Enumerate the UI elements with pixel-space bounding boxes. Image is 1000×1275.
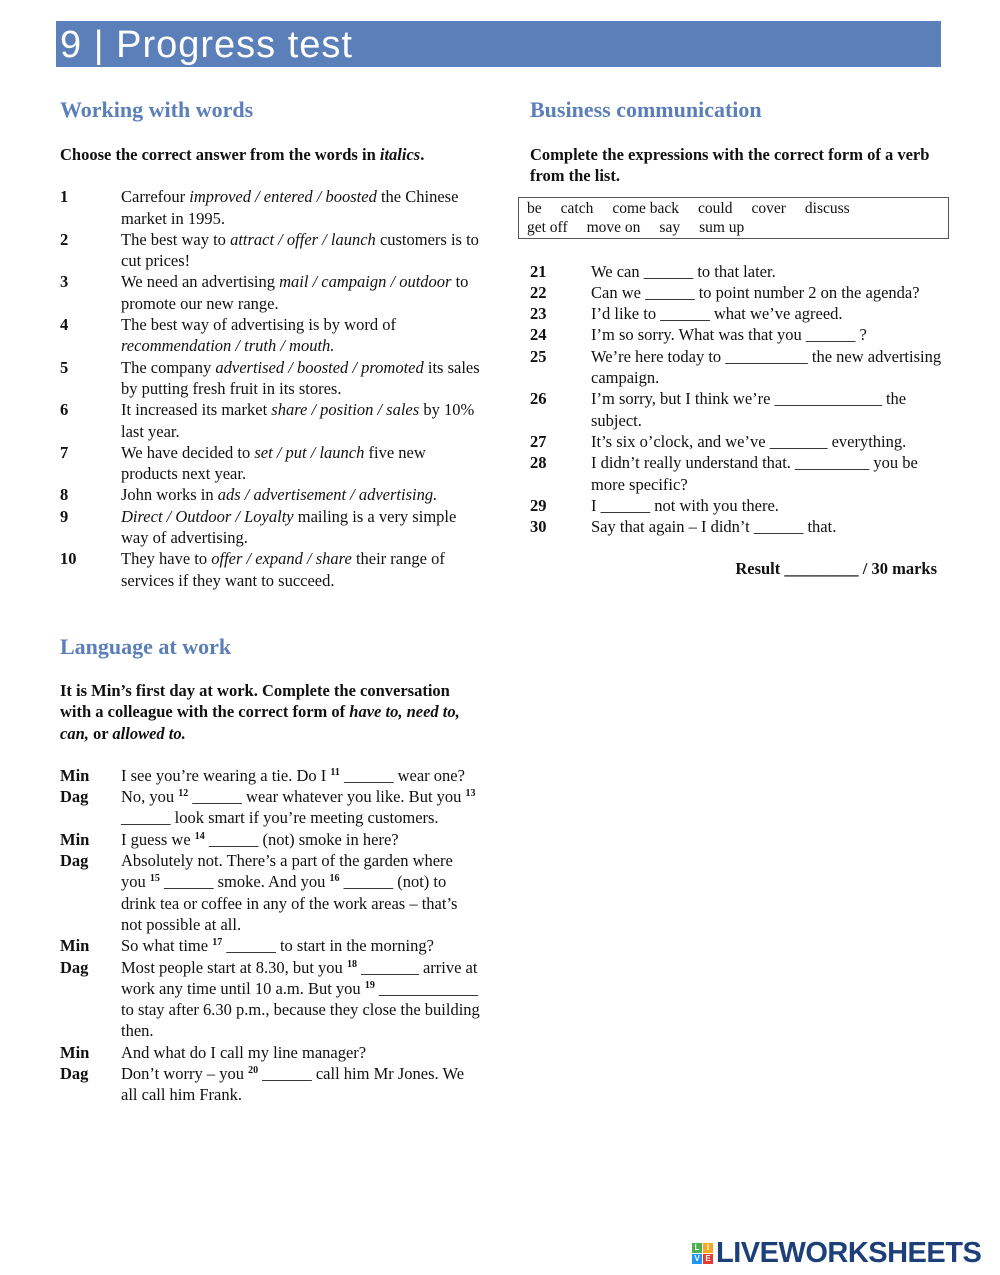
text-segment: Can we ______ to point number 2 on the agenda? bbox=[591, 282, 920, 302]
logo-tile: E bbox=[703, 1254, 713, 1264]
text-segment: have to, need to, can, bbox=[60, 702, 460, 743]
text-segment: ______ wear whatever you like. But you bbox=[188, 787, 466, 807]
item-number: 9 bbox=[60, 506, 69, 526]
text-segment: by 10% last year. bbox=[121, 400, 475, 441]
text-segment: John works in bbox=[121, 485, 218, 505]
section-heading: Language at work bbox=[60, 634, 232, 659]
word-option: catch bbox=[560, 199, 594, 217]
item-number: 8 bbox=[60, 485, 69, 505]
list-item bbox=[60, 506, 480, 549]
text-segment: . bbox=[420, 145, 425, 164]
item-text bbox=[121, 442, 480, 485]
gap-number: 19 bbox=[364, 979, 375, 991]
item-text bbox=[121, 1063, 480, 1106]
text-segment: customers is to cut prices! bbox=[121, 229, 479, 271]
list-item bbox=[530, 495, 950, 516]
list-item bbox=[60, 271, 480, 314]
word-option: move on bbox=[586, 218, 641, 236]
item-list bbox=[530, 261, 950, 538]
item-text bbox=[121, 399, 480, 442]
item-number: Min bbox=[60, 936, 90, 956]
word-option: say bbox=[659, 218, 681, 236]
list-item bbox=[530, 282, 950, 303]
list-item bbox=[530, 388, 950, 431]
item-text bbox=[591, 303, 950, 324]
text-segment: _______ arrive at work any time until 10 a.m. But you bbox=[121, 957, 478, 998]
text-segment: Say that again – I didn’t ______ that. bbox=[591, 517, 837, 537]
item-number: Dag bbox=[60, 957, 89, 977]
list-item bbox=[60, 314, 480, 357]
text-segment: I guess we bbox=[121, 829, 195, 849]
text-segment: ______ smoke. And you bbox=[159, 872, 330, 892]
word-list-box bbox=[518, 197, 949, 239]
list-item bbox=[530, 261, 950, 282]
page-title: 9 | Progress test bbox=[56, 21, 941, 67]
logo-tile: L bbox=[692, 1243, 702, 1253]
item-number: 7 bbox=[60, 442, 69, 462]
item-text bbox=[121, 357, 480, 400]
item-number: 21 bbox=[530, 261, 547, 281]
list-item bbox=[60, 229, 480, 272]
text-segment: ____________ to stay after 6.30 p.m., because they close the building then. bbox=[121, 978, 480, 1041]
item-text bbox=[121, 186, 480, 229]
item-number: Dag bbox=[60, 851, 89, 871]
result-line: Result _________ / 30 marks bbox=[735, 559, 937, 579]
text-segment: We need an advertising bbox=[121, 272, 280, 292]
instruction bbox=[530, 144, 950, 187]
list-item bbox=[60, 186, 480, 229]
item-number: Dag bbox=[60, 787, 89, 807]
gap-number: 18 bbox=[346, 958, 357, 970]
item-number: 28 bbox=[530, 453, 547, 473]
item-number: 26 bbox=[530, 389, 547, 409]
item-number: 2 bbox=[60, 229, 69, 249]
text-segment: ______ look smart if you’re meeting customers. bbox=[121, 808, 439, 828]
liveworksheets-logo bbox=[692, 1237, 981, 1270]
item-text bbox=[591, 261, 950, 282]
text-segment: improved / entered / boosted bbox=[189, 187, 377, 207]
item-text bbox=[591, 431, 950, 452]
text-segment: share / position / sales bbox=[271, 400, 420, 420]
text-segment: italics bbox=[379, 145, 421, 164]
list-item bbox=[530, 516, 950, 537]
text-segment: its sales by putting fresh fruit in its stores. bbox=[121, 357, 480, 398]
logo-text: LIVEWORKSHEETS bbox=[716, 1237, 982, 1269]
item-number: Min bbox=[60, 1042, 90, 1062]
item-number: 29 bbox=[530, 495, 547, 515]
list-item bbox=[60, 786, 480, 829]
text-segment: attract / offer / launch bbox=[230, 229, 376, 249]
text-segment: The best way to bbox=[121, 229, 231, 249]
item-number: 27 bbox=[530, 431, 547, 451]
text-segment: five new products next year. bbox=[121, 442, 426, 484]
text-segment: ______ wear one? bbox=[339, 765, 465, 785]
list-item bbox=[60, 829, 480, 850]
word-option: cover bbox=[751, 199, 786, 217]
item-number: 6 bbox=[60, 400, 69, 420]
item-text bbox=[121, 229, 480, 272]
text-segment: We’re here today to __________ the new advertising campaign. bbox=[591, 346, 942, 388]
item-number: 25 bbox=[530, 346, 547, 366]
text-segment: They have to bbox=[121, 549, 212, 569]
item-text bbox=[121, 829, 480, 850]
list-item bbox=[60, 399, 480, 442]
gap-number: 14 bbox=[194, 830, 205, 842]
list-item bbox=[530, 324, 950, 345]
text-segment: It increased its market bbox=[121, 400, 272, 420]
gap-number: 16 bbox=[329, 873, 340, 885]
text-segment: Absolutely not. There’s a part of the garden where you bbox=[121, 851, 453, 892]
text-segment: I’m so sorry. What was that you ______ ? bbox=[591, 325, 867, 345]
word-option: be bbox=[527, 199, 542, 217]
gap-number: 15 bbox=[149, 873, 160, 885]
item-number: 23 bbox=[530, 304, 547, 324]
text-segment: mail / campaign / outdoor bbox=[279, 272, 452, 292]
text-segment: I see you’re wearing a tie. Do I bbox=[121, 765, 331, 785]
item-number: 4 bbox=[60, 315, 69, 335]
gap-number: 17 bbox=[212, 937, 223, 949]
item-text bbox=[121, 786, 480, 829]
item-text bbox=[121, 484, 480, 505]
instruction bbox=[60, 144, 480, 165]
item-text bbox=[591, 388, 950, 431]
language-at-work-section bbox=[60, 634, 480, 1106]
gap-number: 11 bbox=[330, 766, 340, 778]
text-segment: the Chinese market in 1995. bbox=[121, 187, 459, 228]
item-text bbox=[121, 271, 480, 314]
text-segment: advertised / boosted / promoted bbox=[215, 357, 424, 377]
list-item bbox=[60, 957, 480, 1042]
item-text bbox=[121, 314, 480, 357]
item-number: 5 bbox=[60, 357, 69, 377]
text-segment: mailing is a very simple way of advertising. bbox=[121, 506, 457, 548]
list-item bbox=[530, 452, 950, 495]
word-list-line bbox=[527, 218, 940, 237]
text-segment: Most people start at 8.30, but you bbox=[121, 957, 347, 977]
word-option: could bbox=[698, 199, 733, 217]
text-segment: allowed to. bbox=[112, 723, 186, 743]
text-segment: I’d like to ______ what we’ve agreed. bbox=[591, 304, 843, 324]
text-segment: offer / expand / share bbox=[211, 549, 352, 569]
text-segment: I didn’t really understand that. _________ you be more specific? bbox=[591, 453, 918, 494]
item-number: Min bbox=[60, 765, 90, 785]
text-segment: It’s six o’clock, and we’ve _______ everything. bbox=[591, 431, 907, 451]
item-text bbox=[121, 506, 480, 549]
text-segment: ______ (not) to drink tea or coffee in any of the work areas – that’s not possible at all. bbox=[121, 872, 458, 934]
item-text bbox=[591, 282, 950, 303]
text-segment: We have decided to bbox=[121, 442, 255, 462]
item-text bbox=[591, 324, 950, 345]
dialogue-list bbox=[60, 765, 480, 1106]
item-number: 24 bbox=[530, 325, 547, 345]
item-text bbox=[591, 346, 950, 389]
list-item bbox=[530, 346, 950, 389]
list-item bbox=[60, 1042, 480, 1063]
section-heading: Business communication bbox=[530, 97, 762, 122]
text-segment: ______ (not) smoke in here? bbox=[204, 829, 399, 849]
gap-number: 13 bbox=[465, 788, 476, 800]
text-segment: Choose the correct answer from the words in bbox=[60, 145, 380, 164]
text-segment: ads / advertisement / advertising. bbox=[217, 485, 438, 505]
item-number: Dag bbox=[60, 1064, 89, 1084]
word-option: sum up bbox=[699, 218, 745, 236]
text-segment: Carrefour bbox=[121, 187, 190, 207]
item-number: 22 bbox=[530, 282, 547, 302]
list-item bbox=[60, 1063, 480, 1106]
gap-number: 12 bbox=[178, 788, 189, 800]
text-segment: The best way of advertising is by word of bbox=[121, 315, 396, 335]
working-with-words-section bbox=[60, 97, 480, 591]
text-segment: set / put / launch bbox=[254, 442, 365, 462]
word-option: get off bbox=[527, 218, 568, 236]
item-text bbox=[591, 516, 950, 537]
list-item bbox=[60, 765, 480, 786]
text-segment: We can ______ to that later. bbox=[591, 261, 776, 281]
item-number: 30 bbox=[530, 517, 547, 537]
list-item bbox=[60, 442, 480, 485]
list-item bbox=[60, 935, 480, 956]
text-segment: Direct / Outdoor / Loyalty bbox=[121, 506, 294, 526]
instruction bbox=[60, 680, 480, 744]
text-segment: I’m sorry, but I think we’re _____________ the subject. bbox=[591, 389, 907, 430]
item-text bbox=[121, 548, 480, 591]
item-number: Min bbox=[60, 829, 90, 849]
logo-tiles-icon bbox=[692, 1243, 713, 1264]
item-list bbox=[60, 186, 480, 591]
text-segment: or bbox=[88, 723, 113, 743]
text-segment: to promote our new range. bbox=[121, 272, 469, 313]
text-segment: It is Min’s first day at work. Complete the conversation with a colleague with the correct form of bbox=[60, 681, 450, 722]
word-option: discuss bbox=[804, 199, 850, 217]
word-list-line bbox=[527, 199, 940, 218]
item-number: 3 bbox=[60, 272, 69, 292]
text-segment: ______ to start in the morning? bbox=[222, 936, 434, 956]
item-number: 10 bbox=[60, 549, 77, 569]
list-item bbox=[530, 431, 950, 452]
item-text bbox=[121, 850, 480, 935]
logo-tile: I bbox=[703, 1243, 713, 1253]
item-text bbox=[121, 765, 480, 786]
text-segment: Don’t worry – you bbox=[121, 1064, 249, 1084]
list-item bbox=[60, 548, 480, 591]
item-text bbox=[121, 957, 480, 1042]
business-communication-section bbox=[527, 97, 950, 579]
item-text bbox=[121, 935, 480, 956]
gap-number: 20 bbox=[248, 1065, 259, 1077]
word-option: come back bbox=[612, 199, 680, 217]
text-segment: No, you bbox=[121, 787, 179, 807]
item-text bbox=[591, 495, 950, 516]
item-text bbox=[121, 1042, 480, 1063]
item-number: 1 bbox=[60, 187, 69, 207]
list-item bbox=[60, 357, 480, 400]
item-text bbox=[591, 452, 950, 495]
logo-tile: V bbox=[692, 1254, 702, 1264]
text-segment: The company bbox=[121, 357, 216, 377]
list-item bbox=[60, 850, 480, 935]
text-segment: ______ call him Mr Jones. We all call him Frank. bbox=[121, 1064, 465, 1105]
list-item bbox=[60, 484, 480, 505]
text-segment: Complete the expressions with the correct form of a verb from the list. bbox=[530, 145, 930, 186]
text-segment: And what do I call my line manager? bbox=[121, 1042, 367, 1062]
text-segment: So what time bbox=[121, 936, 213, 956]
list-item bbox=[530, 303, 950, 324]
text-segment: their range of services if they want to succeed. bbox=[121, 549, 445, 590]
text-segment: recommendation / truth / mouth. bbox=[121, 336, 335, 356]
text-segment: I ______ not with you there. bbox=[591, 495, 779, 515]
section-heading: Working with words bbox=[60, 97, 254, 122]
